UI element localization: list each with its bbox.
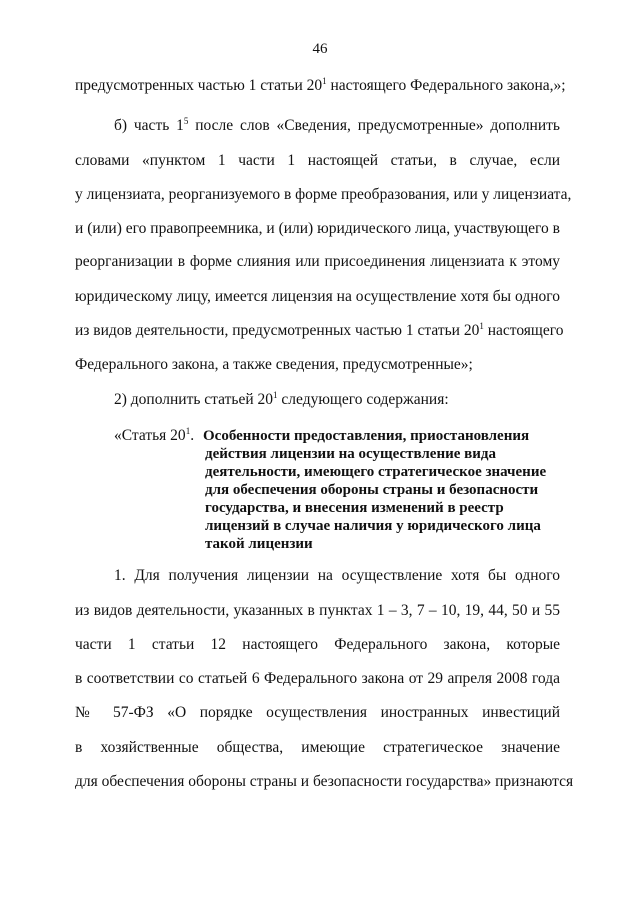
article-heading-line: для обеспечения обороны страны и безопасности: [205, 482, 539, 498]
text-line: из видов деятельности, указанных в пунктах 1 – 3, 7 – 10, 19, 44, 50 и 55: [75, 602, 560, 619]
article-heading-line: действия лицензии на осуществление вида: [205, 446, 496, 462]
text-line: из видов деятельности, предусмотренных частью 1 статьи $20^1$ настоящего: [75, 320, 564, 339]
text-line: в хозяйственные общества, имеющие стратегическое значение: [75, 739, 560, 756]
article-heading-line: такой лицензии: [205, 536, 313, 552]
article-heading-line: Особенности предоставления, приостановления: [203, 428, 530, 444]
text-line: Федерального закона, а также сведения, предусмотренные»;: [75, 356, 473, 373]
text-line: реорганизации в форме слияния или присоединения лицензиата к этому: [75, 253, 560, 270]
text-line: б) часть $1^5$ после слов «Сведения, предусмотренные» дополнить: [114, 115, 560, 134]
article-heading-line: деятельности, имеющего стратегическое значение: [205, 464, 547, 480]
text-line: части 1 статьи 12 настоящего Федерального закона, которые: [75, 636, 560, 653]
text-line: 2) дополнить статьей $20^1$ следующего содержания:: [114, 389, 449, 408]
text-line: в соответствии со статьей 6 Федерального закона от 29 апреля 2008 года: [75, 670, 560, 687]
text-line: юридическому лицу, имеется лицензия на осуществление хотя бы одного: [75, 288, 560, 305]
text-line: словами «пунктом 1 части 1 настоящей статьи, в случае, если: [75, 152, 560, 169]
article-heading-line: лицензий в случае наличия у юридического лица: [205, 518, 541, 534]
text-line: № 57-ФЗ «О порядке осуществления иностранных инвестиций: [75, 704, 560, 721]
article-label: «Статья $20^1$.: [114, 425, 195, 444]
page-number: 46: [312, 41, 328, 57]
text-line: у лицензиата, реорганизуемого в форме преобразования, или у лицензиата,: [75, 186, 572, 203]
text-line: и (или) его правопреемника, и (или) юридического лица, участвующего в: [75, 220, 560, 237]
text-line: 1. Для получения лицензии на осуществление хотя бы одного: [114, 567, 560, 584]
text-line: для обеспечения обороны страны и безопасности государства» признаются: [75, 773, 574, 790]
article-heading-line: государства, и внесения изменений в реестр: [205, 500, 504, 516]
text-line: предусмотренных частью 1 статьи $20^1$ настоящего Федерального закона,»;: [75, 75, 566, 94]
